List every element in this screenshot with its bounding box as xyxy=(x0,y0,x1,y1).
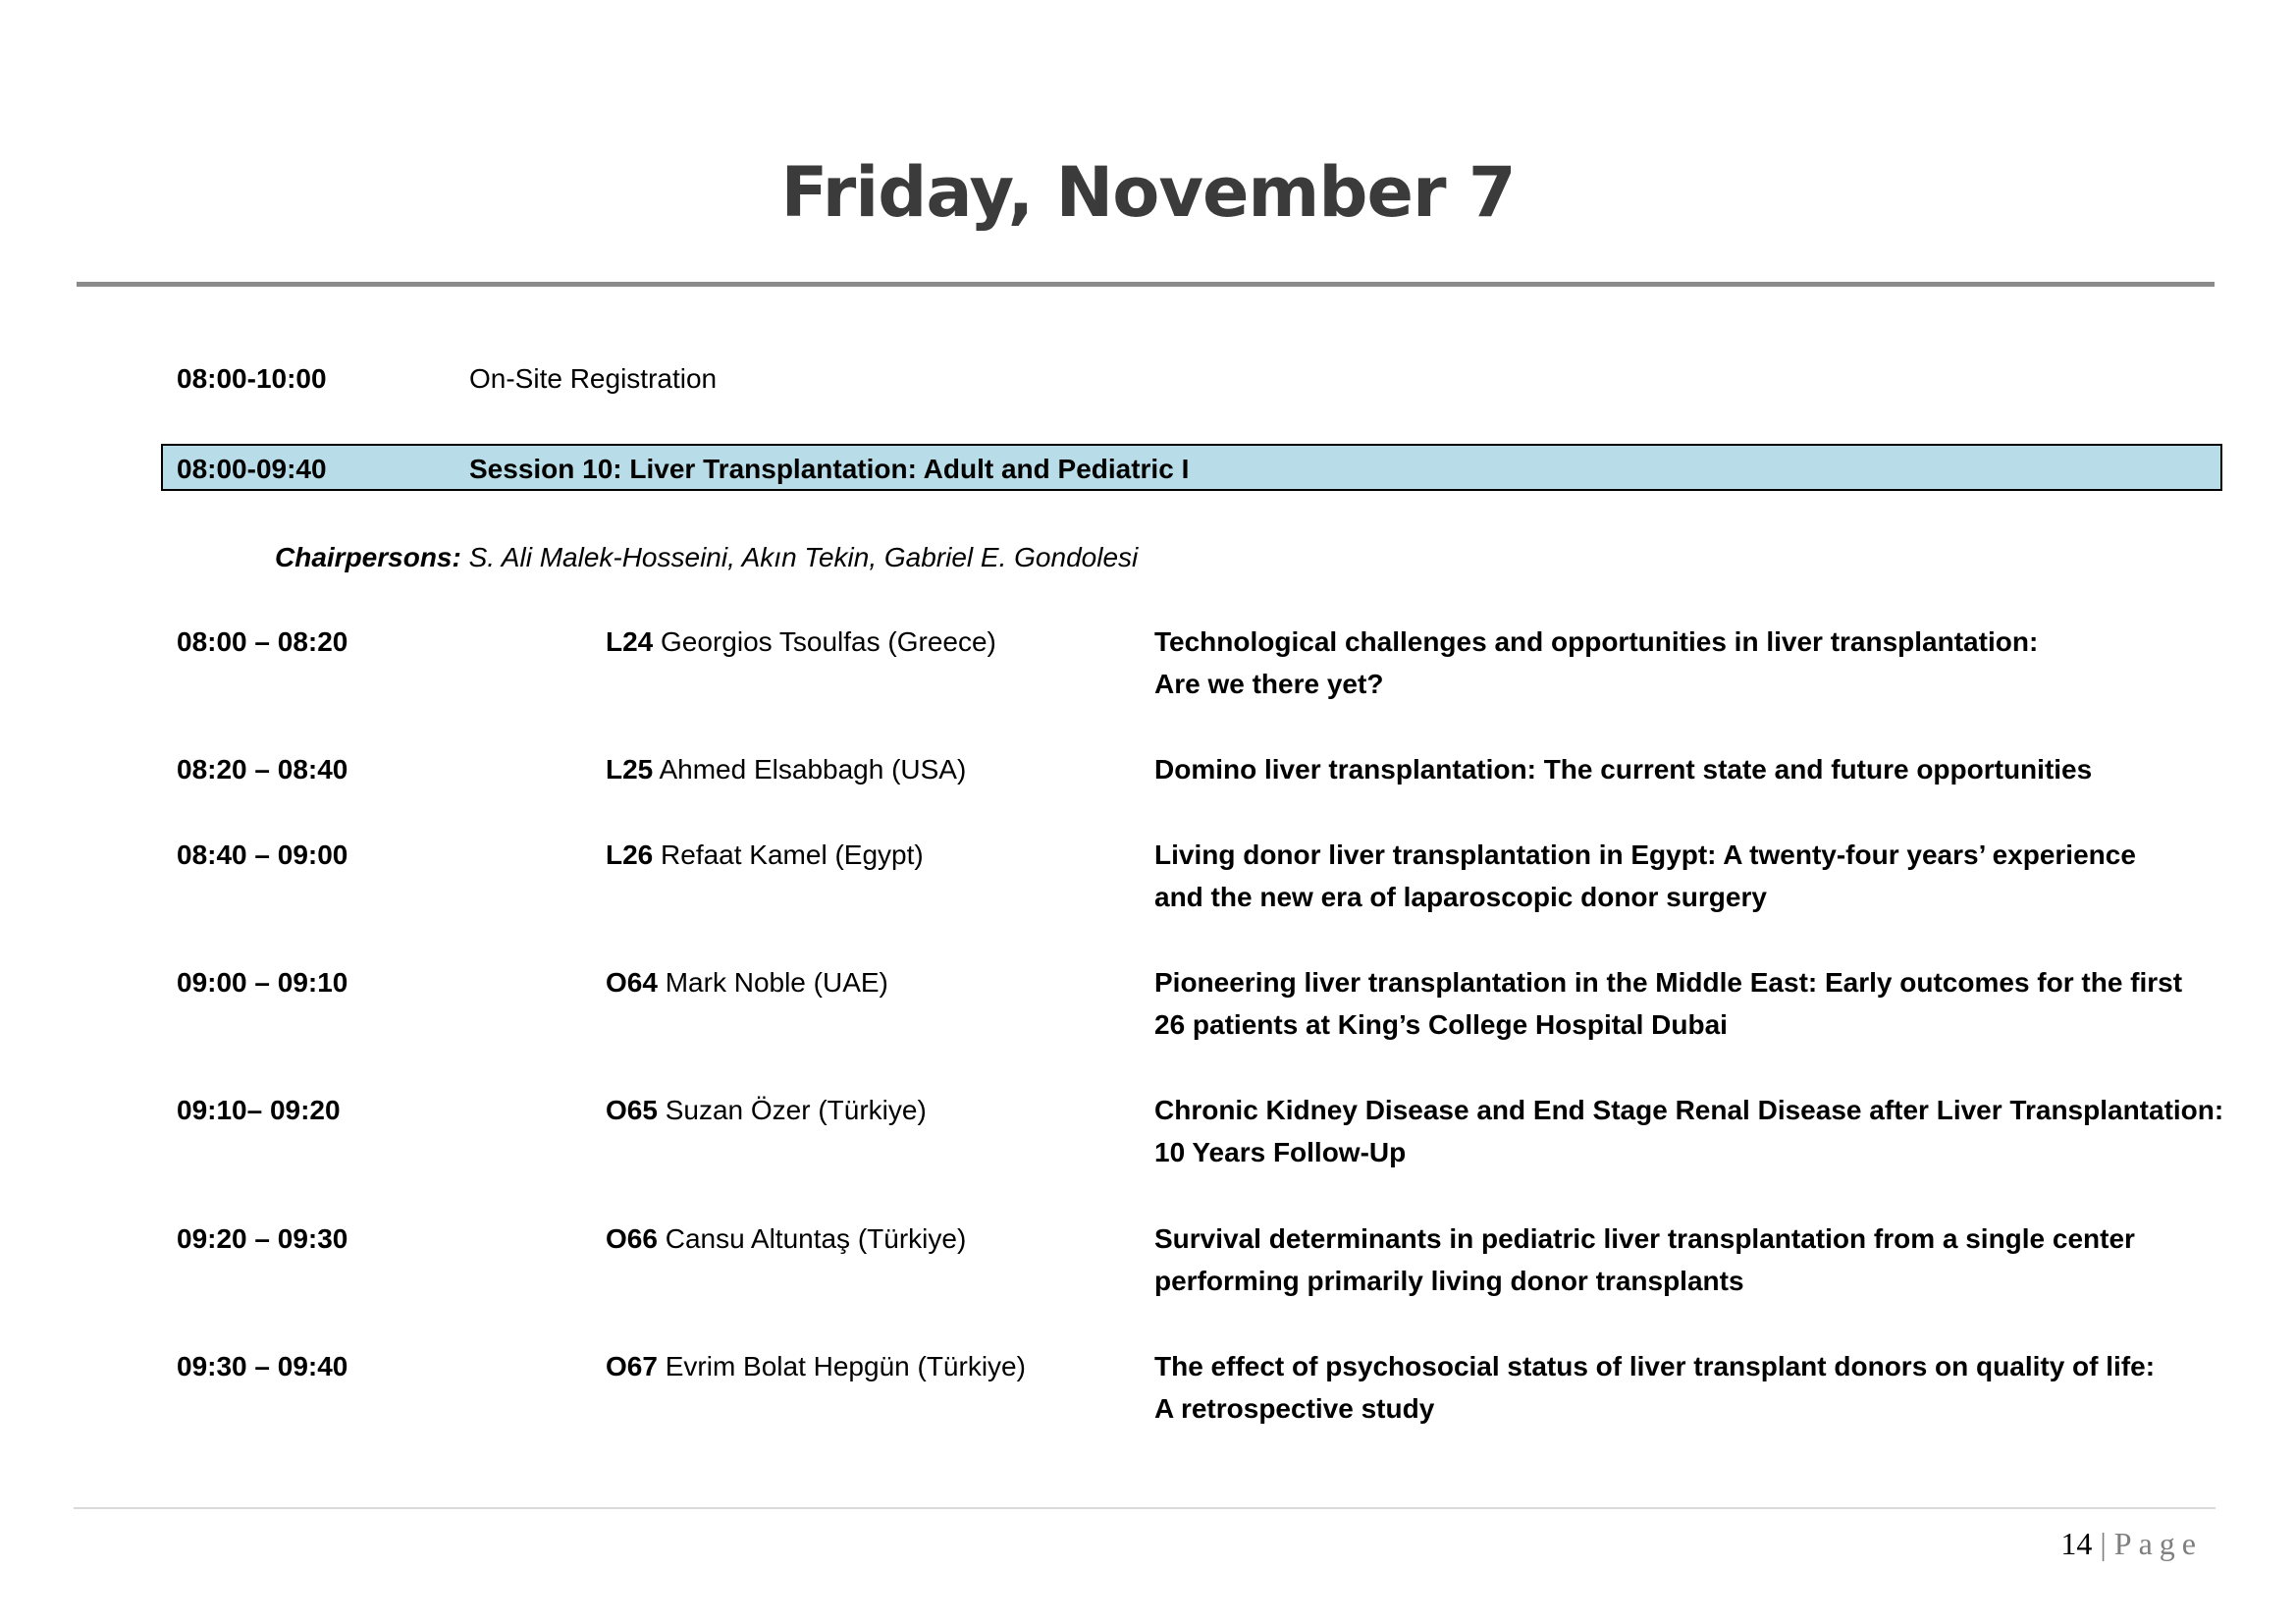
speaker-name: Georgios Tsoulfas (Greece) xyxy=(653,626,996,657)
talk-title-line: 10 Years Follow-Up xyxy=(1154,1137,1407,1167)
chairpersons-label: Chairpersons: xyxy=(275,542,461,572)
chairpersons xyxy=(275,536,1138,578)
talk-time: 09:10– 09:20 xyxy=(177,1095,341,1125)
speaker-name: Ahmed Elsabbagh (USA) xyxy=(653,754,967,785)
talk-title xyxy=(1154,1345,2195,1430)
talk-speaker xyxy=(606,961,888,1003)
speaker-name: Evrim Bolat Hepgün (Türkiye) xyxy=(657,1351,1026,1381)
talk-speaker xyxy=(606,748,966,790)
talk-title xyxy=(1154,1218,2195,1302)
talk-code: O64 xyxy=(606,967,658,998)
talk-time: 08:40 – 09:00 xyxy=(177,839,348,870)
session-time: 08:00-09:40 xyxy=(177,454,327,484)
talk-title-line: The effect of psychosocial status of liver transplant donors on quality of life: xyxy=(1154,1351,2156,1381)
talk-title xyxy=(1154,748,2195,790)
talk-speaker xyxy=(606,834,924,876)
speaker-name: Mark Noble (UAE) xyxy=(657,967,888,998)
speaker-name: Cansu Altuntaş (Türkiye) xyxy=(657,1223,967,1254)
talk-code: O66 xyxy=(606,1223,658,1254)
session-title: Session 10: Liver Transplantation: Adult and Pediatric I xyxy=(469,454,1190,484)
talk-title xyxy=(1154,621,2195,705)
talk-speaker xyxy=(606,1218,966,1260)
title-divider xyxy=(77,282,2215,287)
chairpersons-names: S. Ali Malek-Hosseini, Akın Tekin, Gabriel E. Gondolesi xyxy=(460,542,1139,572)
speaker-name: Refaat Kamel (Egypt) xyxy=(653,839,924,870)
page-title: Friday, November 7 xyxy=(780,152,1516,233)
page-number-separator: | xyxy=(2092,1526,2114,1561)
page-number-value: 14 xyxy=(2060,1526,2093,1561)
talk-time: 09:20 – 09:30 xyxy=(177,1223,348,1254)
talk-title xyxy=(1154,834,2195,918)
footer-divider xyxy=(74,1507,2216,1509)
page-word: Page xyxy=(2113,1526,2203,1561)
talk-title-line: Survival determinants in pediatric liver transplantation from a single center xyxy=(1154,1223,2135,1254)
talk-title-line: Chronic Kidney Disease and End Stage Renal Disease after Liver Transplantation: xyxy=(1154,1095,2224,1125)
talk-time: 09:30 – 09:40 xyxy=(177,1351,348,1381)
talk-title-line: 26 patients at King’s College Hospital Dubai xyxy=(1154,1009,1728,1040)
talk-code: O67 xyxy=(606,1351,658,1381)
talk-code: L24 xyxy=(606,626,654,657)
talk-code: L25 xyxy=(606,754,654,785)
talk-title xyxy=(1154,961,2195,1046)
talk-code: L26 xyxy=(606,839,654,870)
registration-time: 08:00-10:00 xyxy=(177,363,327,394)
talk-title-line: Pioneering liver transplantation in the Middle East: Early outcomes for the first xyxy=(1154,967,2183,998)
talk-title-line: Are we there yet? xyxy=(1154,669,1384,699)
talk-title-line: Domino liver transplantation: The current state and future opportunities xyxy=(1154,754,2093,785)
talk-time: 09:00 – 09:10 xyxy=(177,967,348,998)
talk-title-line: Living donor liver transplantation in Egypt: A twenty-four years’ experience xyxy=(1154,839,2136,870)
talk-time: 08:00 – 08:20 xyxy=(177,626,348,657)
speaker-name: Suzan Özer (Türkiye) xyxy=(657,1095,927,1125)
talk-time: 08:20 – 08:40 xyxy=(177,754,348,785)
talk-code: O65 xyxy=(606,1095,658,1125)
talk-speaker xyxy=(606,621,996,663)
talk-title-line: Technological challenges and opportunities in liver transplantation: xyxy=(1154,626,2039,657)
registration-label: On-Site Registration xyxy=(469,363,718,394)
page-number xyxy=(2060,1522,2203,1565)
talk-title-line: performing primarily living donor transplants xyxy=(1154,1266,1744,1296)
talk-title-line: A retrospective study xyxy=(1154,1393,1435,1424)
talk-speaker xyxy=(606,1089,927,1131)
talk-title-line: and the new era of laparoscopic donor surgery xyxy=(1154,882,1767,912)
talk-speaker xyxy=(606,1345,1026,1387)
talk-title xyxy=(1154,1089,2224,1173)
